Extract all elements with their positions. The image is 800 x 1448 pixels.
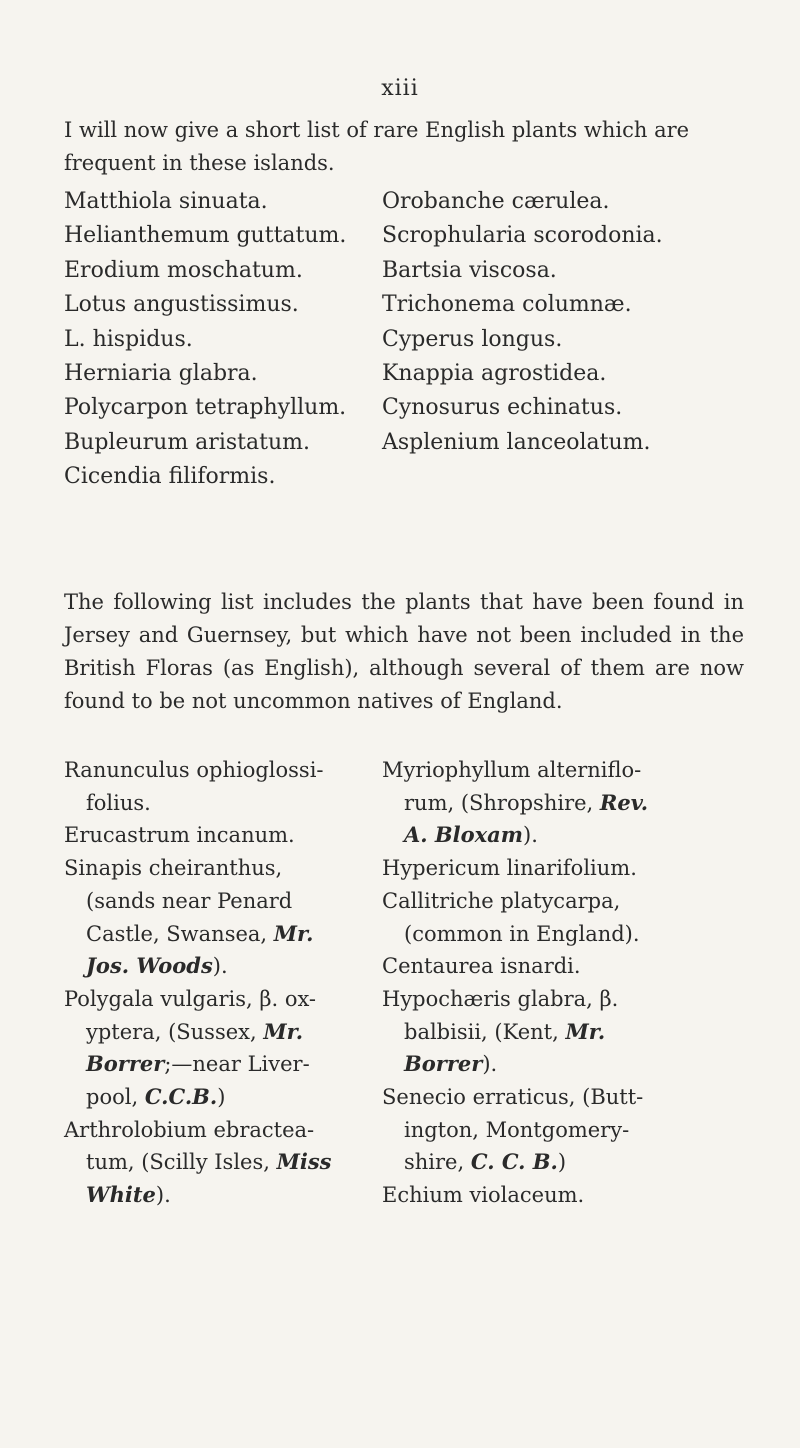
list-item: Trichonema columnæ. xyxy=(382,292,632,318)
list-line xyxy=(382,1016,648,1049)
rare-plants-left-column xyxy=(64,185,346,495)
text-run: Rev. xyxy=(599,789,649,815)
list-item: Polycarpon tetraphyllum. xyxy=(64,395,347,421)
text-run: ). xyxy=(523,823,538,848)
list-line: Myriophyllum alterniflo- xyxy=(382,758,642,782)
text-run: Mr. xyxy=(273,920,314,946)
list-line: Erucastrum incanum. xyxy=(64,823,295,848)
list-item: Cynosurus echinatus. xyxy=(382,395,623,421)
list-item: Cicendia filiformis. xyxy=(64,464,276,490)
list-item: Helianthemum guttatum. xyxy=(64,223,347,249)
list-line xyxy=(64,1146,332,1179)
text-run: tum, (Scilly Isles, xyxy=(86,1150,270,1175)
list-line xyxy=(382,787,648,820)
rare-plants-right-column xyxy=(382,185,663,460)
list-item: Erodium moschatum. xyxy=(64,257,303,283)
text-run: ). xyxy=(482,1052,498,1077)
list-item: Matthiola sinuata. xyxy=(64,189,268,214)
text-run: C.C.B. xyxy=(144,1084,218,1110)
text-run: yptera, (Sussex, xyxy=(86,1019,257,1044)
list-item: Lotus angustissimus. xyxy=(64,292,299,318)
list-item: Orobanche cærulea. xyxy=(382,189,610,214)
list-item: L. hispidus. xyxy=(64,326,193,352)
list-item: Bupleurum aristatum. xyxy=(64,429,310,455)
list-item: Bartsia viscosa. xyxy=(382,257,557,283)
list-line xyxy=(64,1179,332,1212)
list-line: Arthrolobium ebractea- xyxy=(64,1117,315,1142)
list-item: Cyperus longus. xyxy=(382,326,563,352)
list-line xyxy=(64,1016,332,1049)
list-line: Echium violaceum. xyxy=(382,1183,585,1208)
text-run: Mr. xyxy=(565,1018,606,1044)
list-line: Hypochæris glabra, β. xyxy=(382,986,619,1011)
list-item: Scrophularia scorodonia. xyxy=(382,223,663,249)
text-run: ). xyxy=(155,1183,171,1208)
text-run: ). xyxy=(212,954,228,979)
text-run: A. Bloxam xyxy=(404,822,523,848)
text-run: shire, xyxy=(404,1150,465,1175)
text-run: White xyxy=(86,1182,156,1208)
list-item: Knappia agrostidea. xyxy=(382,361,607,387)
list-line xyxy=(382,1146,648,1179)
text-run: Miss xyxy=(276,1149,332,1175)
list-line: folius. xyxy=(86,790,151,815)
text-run: C. C. B. xyxy=(470,1149,558,1175)
text-run: Jos. Woods xyxy=(86,953,213,979)
text-run: Castle, Swansea, xyxy=(86,921,268,946)
list-line: Hypericum linarifolium. xyxy=(382,856,637,881)
list-line: (common in England). xyxy=(404,921,640,946)
list-line xyxy=(382,819,648,852)
list-line: Sinapis cheiranthus, xyxy=(64,856,283,881)
list-line: Senecio erraticus, (Butt- xyxy=(382,1085,644,1110)
text-run: Borrer xyxy=(404,1051,483,1077)
text-run: ) xyxy=(217,1085,226,1110)
list-line: ington, Montgomery- xyxy=(404,1117,630,1142)
list-line xyxy=(64,1048,332,1081)
text-run: ;—near Liver- xyxy=(164,1052,310,1077)
channel-plants-right-column xyxy=(382,754,648,1212)
list-line: Centaurea isnardi. xyxy=(382,954,581,979)
text-run: Mr. xyxy=(263,1018,304,1044)
list-line xyxy=(382,1048,648,1081)
list-line: Ranunculus ophioglossi- xyxy=(64,758,324,782)
text-run: rum, (Shropshire, xyxy=(404,790,594,815)
text-run: pool, xyxy=(86,1085,139,1110)
list-line xyxy=(64,1081,332,1114)
list-line: Callitriche platycarpa, xyxy=(382,888,621,913)
list-line xyxy=(64,918,332,951)
page-number: xiii xyxy=(381,76,419,101)
channel-islands-paragraph: The following list includes the plants that have been found in Jersey and Guernsey, but which have not been included in the British Floras (as English), although several of them are now found to be not uncommon natives of England. xyxy=(64,590,744,713)
intro-paragraph: I will now give a short list of rare English plants which are frequent in these islands. xyxy=(64,118,690,175)
text-run: Borrer xyxy=(86,1051,165,1077)
list-line: Polygala vulgaris, β. ox- xyxy=(64,986,317,1011)
list-line: (sands near Penard xyxy=(86,888,293,913)
list-line xyxy=(64,950,332,983)
list-item: Herniaria glabra. xyxy=(64,361,258,387)
channel-plants-left-column xyxy=(64,754,332,1212)
text-run: balbisii, (Kent, xyxy=(404,1019,559,1044)
list-item: Asplenium lanceolatum. xyxy=(382,429,651,455)
text-run: ) xyxy=(557,1150,567,1175)
